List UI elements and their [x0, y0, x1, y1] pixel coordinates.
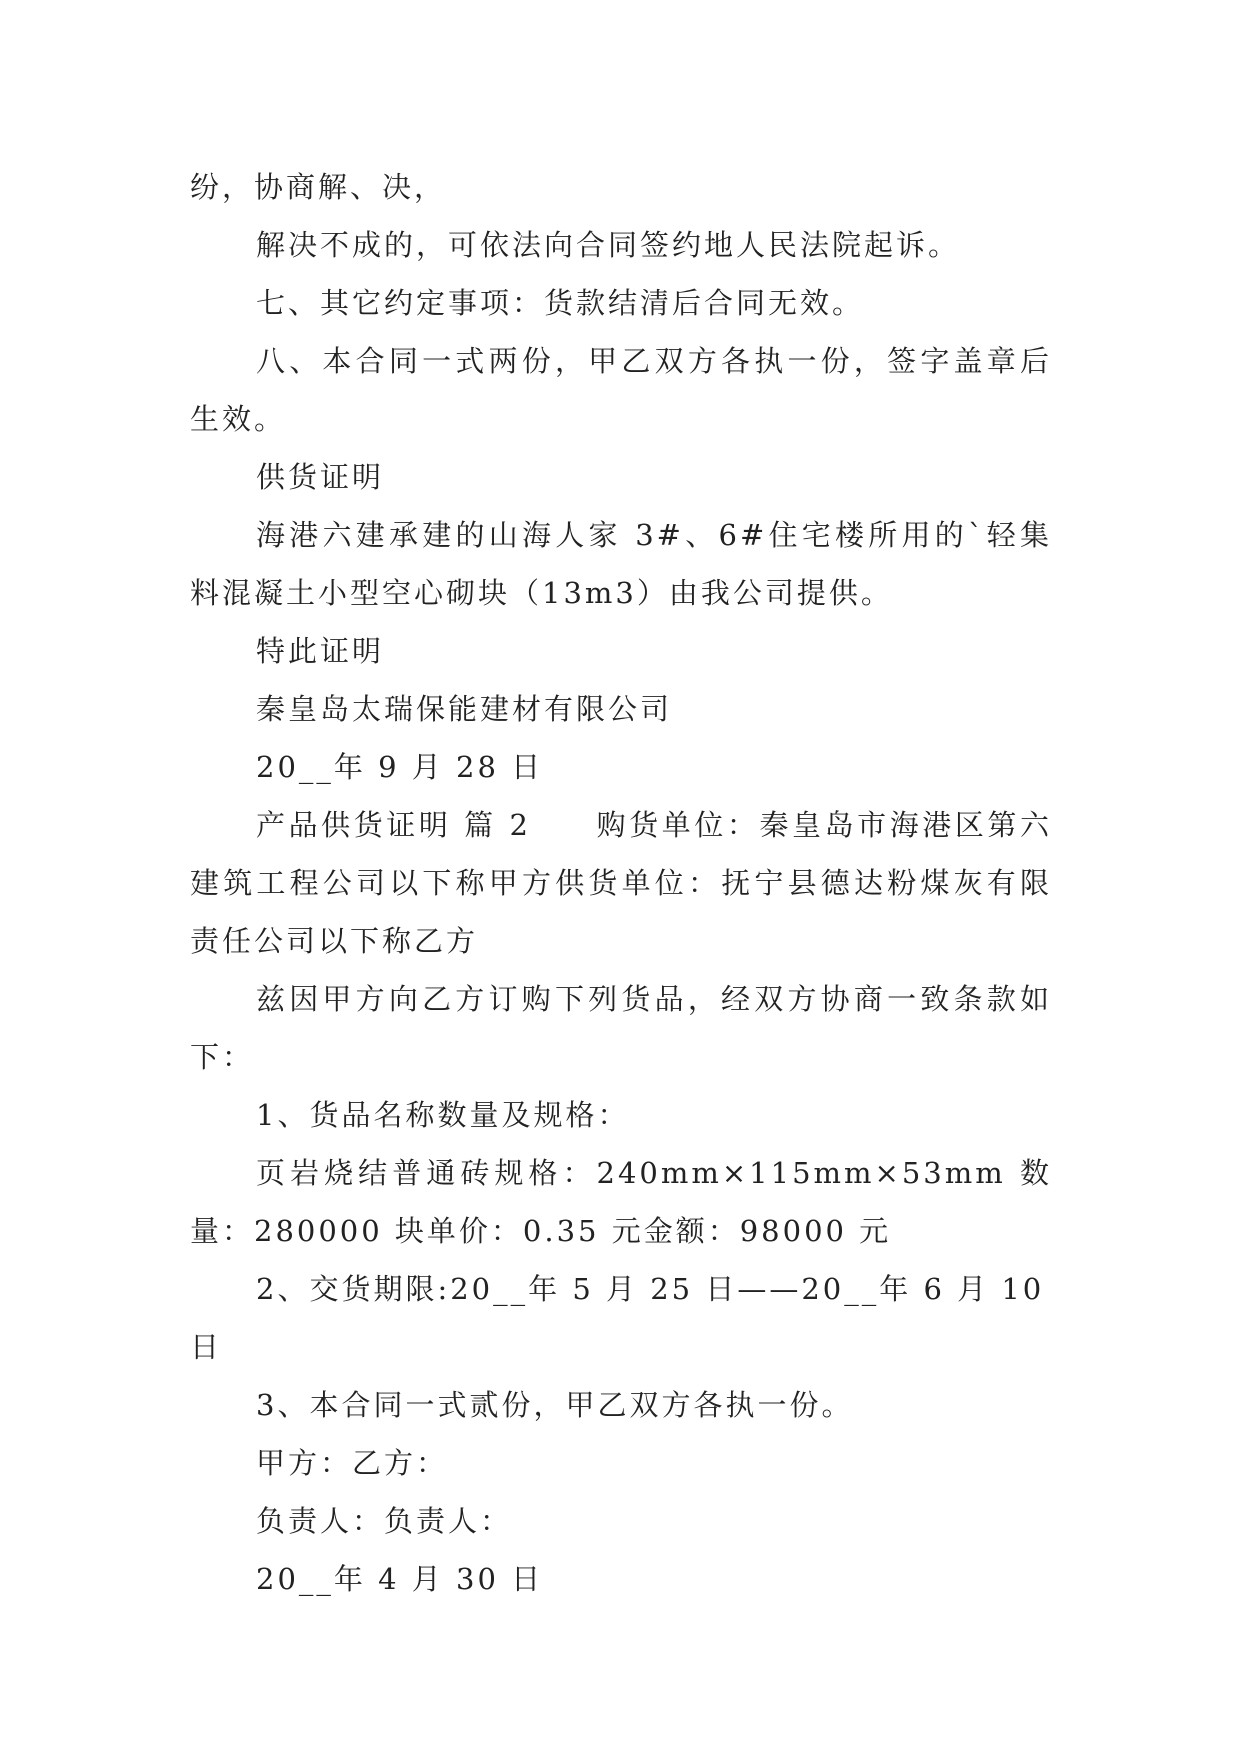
paragraph-company-name: 秦皇岛太瑞保能建材有限公司	[256, 692, 673, 726]
paragraph-supply-statement: 海港六建承建的山海人家 3#、6#住宅楼所用的`轻集料混凝土小型空心砌块（13m3）由我公司提供。	[190, 518, 1052, 610]
paragraph-parties-sign: 甲方：乙方：	[256, 1446, 449, 1480]
paragraph-clause-7: 七、其它约定事项：货款结清后合同无效。	[256, 286, 865, 320]
paragraph-responsible-persons: 负责人：负责人：	[256, 1504, 513, 1538]
paragraph-item-3-copies: 3、本合同一式贰份，甲乙双方各执一份。	[256, 1388, 854, 1422]
heading-supply-certificate: 供货证明	[256, 460, 385, 494]
document-body	[190, 158, 1052, 1608]
paragraph-clause-8: 八、本合同一式两份，甲乙双方各执一份，签字盖章后生效。	[190, 344, 1052, 436]
paragraph-order-intro: 兹因甲方向乙方订购下列货品，经双方协商一致条款如下：	[190, 982, 1052, 1074]
paragraph-hereby-certify: 特此证明	[256, 634, 385, 668]
paragraph-date-1: 20__年 9 月 28 日	[256, 750, 544, 784]
paragraph-date-2: 20__年 4 月 30 日	[256, 1562, 544, 1596]
paragraph-item-1: 1、货品名称数量及规格：	[256, 1098, 630, 1132]
paragraph-dispute-resolution: 纷，协商解、决，	[190, 170, 447, 204]
paragraph-article-2-parties: 产品供货证明 篇 2 购货单位：秦皇岛市海港区第六建筑工程公司以下称甲方供货单位：抚宁县德达粉煤灰有限责任公司以下称乙方	[190, 808, 1052, 958]
paragraph-lawsuit: 解决不成的，可依法向合同签约地人民法院起诉。	[256, 228, 961, 262]
paragraph-brick-spec: 页岩烧结普通砖规格：240mm×115mm×53mm 数量：280000 块单价：0.35 元金额：98000 元	[190, 1156, 1052, 1248]
paragraph-item-2-delivery: 2、交货期限:20__年 5 月 25 日——20__年 6 月 10 日	[190, 1272, 1045, 1364]
